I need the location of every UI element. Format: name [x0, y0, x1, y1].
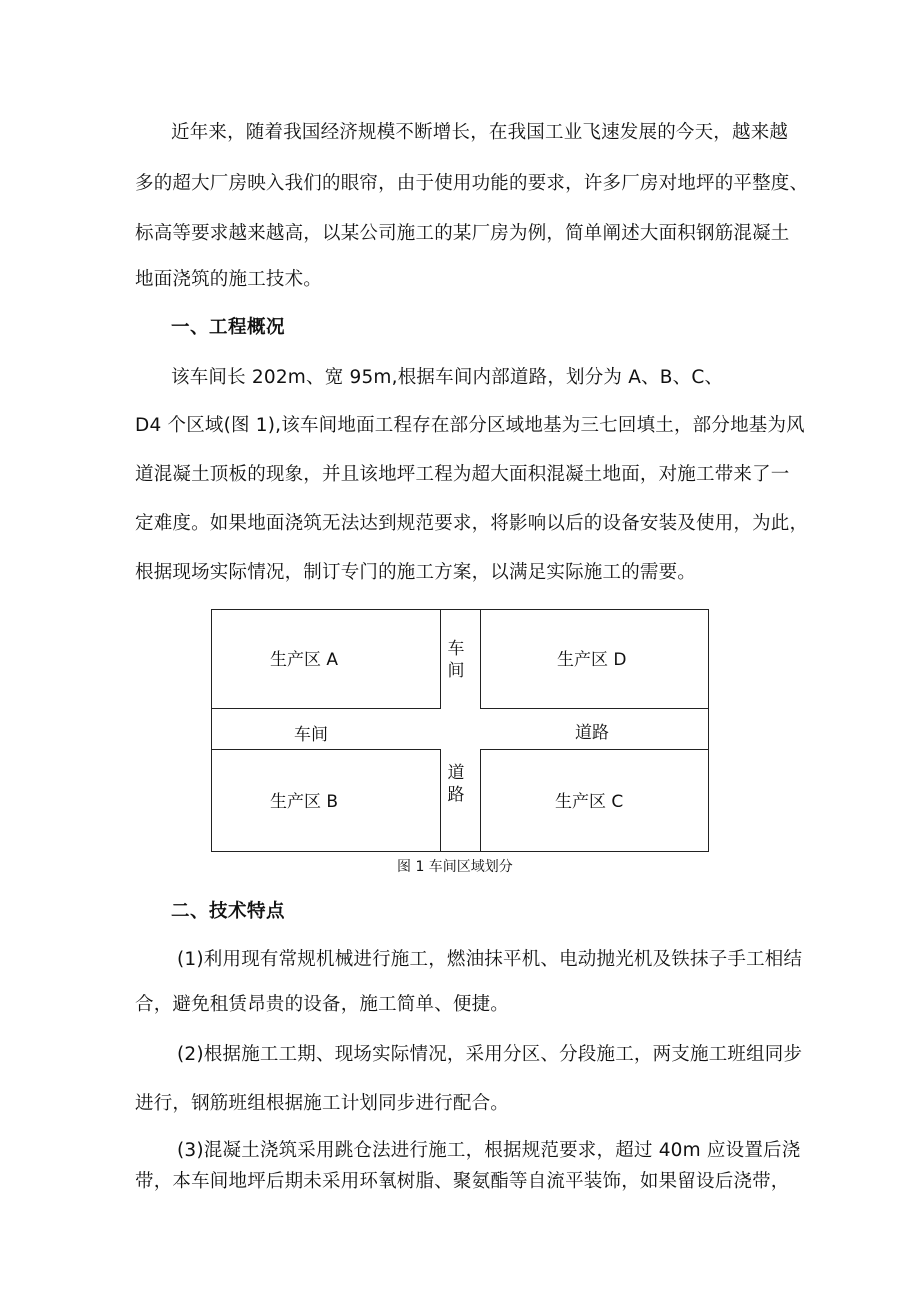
section-2-line-6: 带，本车间地坪后期未采用环氧树脂、聚氨酯等自流平装饰，如果留设后浇带，: [135, 1171, 790, 1192]
intro-line-2: 多的超大厂房映入我们的眼帘，由于使用功能的要求，许多厂房对地坪的平整度、: [135, 173, 809, 194]
road-horizontal-right-label: 道路: [575, 723, 609, 743]
section-2-line-2: 合，避免租赁昂贵的设备，施工简单、便捷。: [135, 994, 510, 1015]
section-2-line-1: (1)利用现有常规机械进行施工，燃油抹平机、电动抛光机及铁抹子手工相结: [177, 949, 803, 970]
section-1-line-4: 定难度。如果地面浇筑无法达到规范要求，将影响以后的设备安装及使用，为此，: [135, 513, 809, 534]
intro-line-1: 近年来，随着我国经济规模不断增长，在我国工业飞速发展的今天，越来越: [171, 122, 789, 143]
section-2-line-4: 进行，钢筋班组根据施工计划同步进行配合。: [135, 1093, 510, 1114]
zone-a-label: 生产区 A: [270, 650, 339, 670]
zone-c-label: 生产区 C: [555, 792, 624, 812]
section-1-line-3: 道混凝土顶板的现象，并且该地坪工程为超大面积混凝土地面，对施工带来了一: [135, 464, 790, 485]
zone-b-label: 生产区 B: [270, 792, 339, 812]
section-1-line-2: D4 个区域(图 1),该车间地面工程存在部分区域地基为三七回填土，部分地基为风: [135, 415, 805, 436]
road-vertical-bottom-label: 道路: [447, 763, 465, 805]
section-2-line-5: (3)混凝土浇筑采用跳仓法进行施工，根据规范要求，超过 40m 应设置后浇: [177, 1140, 801, 1161]
figure-1-caption: 图 1 车间区域划分: [397, 859, 513, 875]
section-1-heading: 一、工程概况: [171, 317, 286, 338]
workshop-zone-diagram: [211, 609, 709, 852]
intro-line-3: 标高等要求越来越高，以某公司施工的某厂房为例，简单阐述大面积钢筋混凝土: [135, 223, 790, 244]
section-1-line-5: 根据现场实际情况，制订专门的施工方案，以满足实际施工的需要。: [135, 562, 697, 583]
road-vertical-top-label: 车间: [447, 639, 465, 681]
zone-d-label: 生产区 D: [557, 650, 627, 670]
road-horizontal-left-label: 车间: [294, 725, 328, 745]
section-2-heading: 二、技术特点: [171, 901, 286, 922]
section-2-line-3: (2)根据施工工期、现场实际情况，采用分区、分段施工，两支施工班组同步: [177, 1044, 803, 1065]
intro-line-4: 地面浇筑的施工技术。: [135, 269, 323, 290]
section-1-line-1: 该车间长 202m、宽 95m,根据车间内部道路，划分为 A、B、C、: [171, 367, 724, 388]
